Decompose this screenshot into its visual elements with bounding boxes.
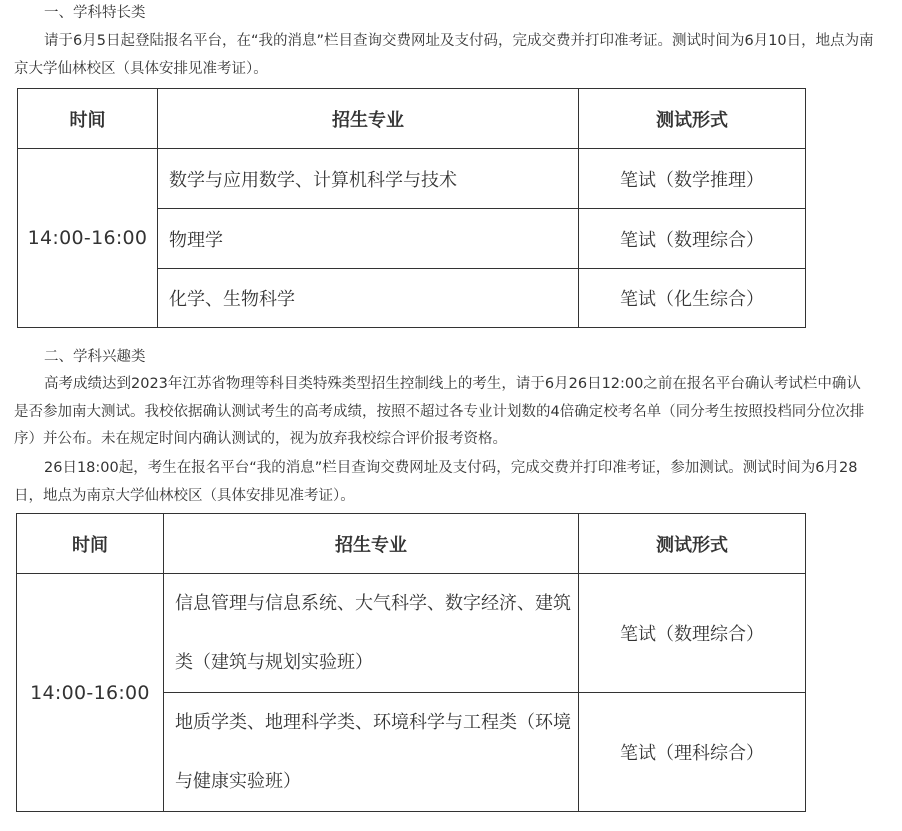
form-cell: 笔试（化生综合） <box>579 269 806 328</box>
exam-time: 14:00-16:00 <box>18 149 158 328</box>
section2-paragraph-2-text: 26日18:00起，考生在报名平台“我的消息”栏目查询交费网址及支付码，完成交费并打印准考证，参加测试。测试时间为6月28日，地点为南京大学仙林校区（具体安排见准考证）。 <box>14 460 858 504</box>
header-major: 招生专业 <box>164 514 579 574</box>
section2-paragraph-1-text: 高考成绩达到2023年江苏省物理等科目类特殊类型招生控制线上的考生，请于6月26日12:00之前在报名平台确认考试栏中确认是否参加南大测试。我校依据确认测试考生的高考成绩，按照不超过各专业计划数的4倍确定校考名单（同分考生按照投档同分位次排序）并公布。未在规定时间内确认测试的，视为放弃我校综合评价报考资格。 <box>14 376 865 447</box>
section2-paragraph-2 <box>14 455 874 510</box>
header-major: 招生专业 <box>158 89 579 149</box>
form-cell: 笔试（数理综合） <box>579 574 806 693</box>
exam-time: 14:00-16:00 <box>17 574 164 812</box>
major-cell: 地质学类、地理科学类、环境科学与工程类（环境与健康实验班） <box>164 693 579 812</box>
form-cell: 笔试（数学推理） <box>579 149 806 209</box>
exam-table-interest <box>16 513 806 812</box>
major-cell: 信息管理与信息系统、大气科学、数字经济、建筑类（建筑与规划实验班） <box>164 574 579 693</box>
exam-table-special-talent <box>17 88 806 328</box>
form-cell: 笔试（理科综合） <box>579 693 806 812</box>
section1-heading: 一、学科特长类 <box>44 5 146 21</box>
section2-heading: 二、学科兴趣类 <box>44 349 146 365</box>
major-cell: 物理学 <box>158 209 579 269</box>
header-form: 测试形式 <box>579 89 806 149</box>
header-time: 时间 <box>18 89 158 149</box>
major-cell: 化学、生物科学 <box>158 269 579 328</box>
section2-paragraph-1 <box>14 371 874 454</box>
section1-paragraph-text: 请于6月5日起登陆报名平台，在“我的消息”栏目查询交费网址及支付码，完成交费并打印准考证。测试时间为6月10日，地点为南京大学仙林校区（具体安排见准考证）。 <box>14 33 874 77</box>
header-form: 测试形式 <box>579 514 806 574</box>
form-cell: 笔试（数理综合） <box>579 209 806 269</box>
major-cell: 数学与应用数学、计算机科学与技术 <box>158 149 579 209</box>
section1-paragraph <box>14 28 874 83</box>
header-time: 时间 <box>17 514 164 574</box>
